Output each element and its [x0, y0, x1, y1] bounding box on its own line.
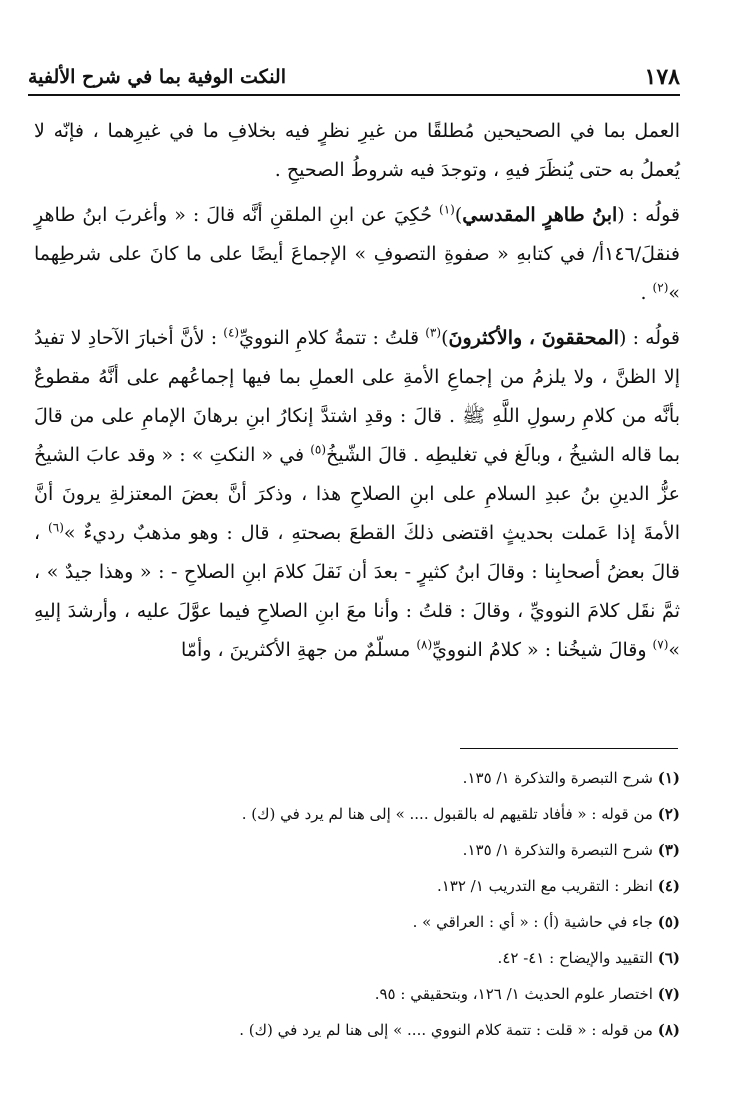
quote-close: )	[454, 204, 463, 226]
footnote-ref-8: (٨)	[416, 637, 433, 652]
footnote-ref-2: (٢)	[652, 280, 669, 295]
footnote-ref-5: (٥)	[310, 442, 327, 457]
footnote-ref-1: (١)	[439, 202, 455, 217]
paragraph-2-text: حُكِيَ عن ابنِ الملقنِ أنَّه قالَ : « وأغربَ ابنُ طاهرٍ فنقلَ/١٤٦أ/ في كتابهِ « صفوةِ التصوفِ » الإجماعَ أيضًا على ما كانَ على شرطِهما »	[34, 204, 680, 304]
quote-close: )	[441, 327, 449, 349]
paragraph-3-text-4: ، قالَ بعضُ أصحابِنا : وقالَ ابنُ كثيرٍ - بعدَ أن نَقلَ كلامَ ابنِ الصلاحِ - : « وهذا جيدٌ » ، ثمَّ نقَل كلامَ النوويِّ ، وقالَ : قلتُ : وأنا معَ ابنِ الصلاحِ فيما عوَّلَ عليه ، وأرشدَ إليهِ »	[34, 522, 680, 661]
quoted-heading: المحققونَ ، والأكثرونَ	[448, 327, 620, 349]
footnote-text: من قوله : « فأفاد تلقيهم له بالقبول .... » إلى هنا لم يرد في (ك) .	[241, 805, 658, 823]
footnote-text: شرح التبصرة والتذكرة ١/ ١٣٥.	[462, 841, 658, 859]
quote-lead: قولُه : (	[619, 327, 680, 349]
footnote-ref-7: (٧)	[652, 637, 669, 652]
footnote-separator	[460, 748, 678, 749]
paragraph-2-end: .	[640, 282, 653, 304]
footnote-number: (١)	[657, 769, 680, 787]
footnote-4	[90, 868, 680, 904]
main-text	[34, 112, 680, 676]
footnote-text: شرح التبصرة والتذكرة ١/ ١٣٥.	[462, 769, 658, 787]
paragraph-3-text-5: وقالَ شيخُنا : « كلامُ النوويِّ	[432, 639, 653, 661]
paragraph-3-text-6: مسلّمٌ من جهةِ الأكثرينَ ، وأمّا	[181, 639, 417, 661]
footnote-number: (٧)	[657, 985, 680, 1003]
footnote-number: (٨)	[657, 1021, 680, 1039]
paragraph-3	[34, 319, 680, 670]
paragraph-3-text-2: : لأنَّ أخبارَ الآحادِ لا تفيدُ إلا الظنَّ ، ولا يلزمُ من إجماعِ الأمةِ على العملِ بما فيها إجماعُهم على أنَّهُ مقطوعٌ بأنَّه من كلامِ رسولِ اللَّهِ ﷺ . قالَ : وقدِ اشتدَّ إنكارُ ابنِ برهانَ الإمامِ على من قالَ بما قاله الشيخُ ، وبالَغ في تغليطِه . قالَ الشّيخُ	[34, 327, 680, 466]
footnote-ref-4: (٤)	[223, 325, 240, 340]
footnote-7	[90, 976, 680, 1012]
footnote-number: (٦)	[657, 949, 680, 967]
footnote-ref-6: (٦)	[48, 520, 64, 535]
footnote-number: (٤)	[657, 877, 680, 895]
page-header	[28, 58, 680, 92]
footnote-text: انظر : التقريب مع التدريب ١/ ١٣٢.	[436, 877, 658, 895]
footnote-text: من قوله : « قلت : تتمة كلام النووي .... » إلى هنا لم يرد في (ك) .	[239, 1021, 658, 1039]
paragraph-3-text-3: في « النكتِ » : « وقد عابَ الشيخُ عزُّ الدينِ بنُ عبدِ السلامِ على ابنِ الصلاحِ هذا ، وذكرَ أنَّ بعضَ المعتزلةِ يرونَ أنَّ الأمةَ إذا عَملت بحديثٍ اقتضى ذلكَ القطعَ بصحتهِ ، قال : وهو مذهبٌ رديءٌ »	[34, 444, 680, 544]
footnote-text: التقييد والإيضاح : ٤١- ٤٢.	[497, 949, 658, 967]
footnote-ref-3: (٣)	[425, 325, 442, 340]
footnote-2	[90, 796, 680, 832]
footnote-text: جاء في حاشية (أ) : « أي : العراقي » .	[412, 913, 658, 931]
page-number: ١٧٨	[644, 64, 680, 90]
footnote-number: (٣)	[657, 841, 680, 859]
footnote-1	[90, 760, 680, 796]
paragraph-1: العمل بما في الصحيحين مُطلقًا من غيرِ نظرٍ فيه بخلافِ ما في غيرِهما ، فإنّه لا يُعملُ به حتى يُنظَرَ فيهِ ، وتوجدَ فيه شروطُ الصحيحِ .	[34, 120, 680, 181]
footnote-number: (٢)	[657, 805, 680, 823]
paragraph-3-text-1: قلتُ : تتمةُ كلامِ النوويِّ	[239, 327, 426, 349]
footnote-text: اختصار علوم الحديث ١/ ١٢٦، وبتحقيقي : ٩٥.	[374, 985, 658, 1003]
header-rule	[28, 94, 680, 96]
running-title: النكت الوفية بما في شرح الألفية	[28, 66, 286, 88]
paragraph-2	[34, 196, 680, 313]
footnote-3	[90, 832, 680, 868]
footnotes	[90, 760, 680, 1048]
quote-lead: قولُه : (	[617, 204, 680, 226]
footnote-number: (٥)	[657, 913, 680, 931]
quoted-heading: ابنُ طاهرٍ المقدسي	[462, 204, 618, 226]
footnote-5	[90, 904, 680, 940]
footnote-8	[90, 1012, 680, 1048]
footnote-6	[90, 940, 680, 976]
